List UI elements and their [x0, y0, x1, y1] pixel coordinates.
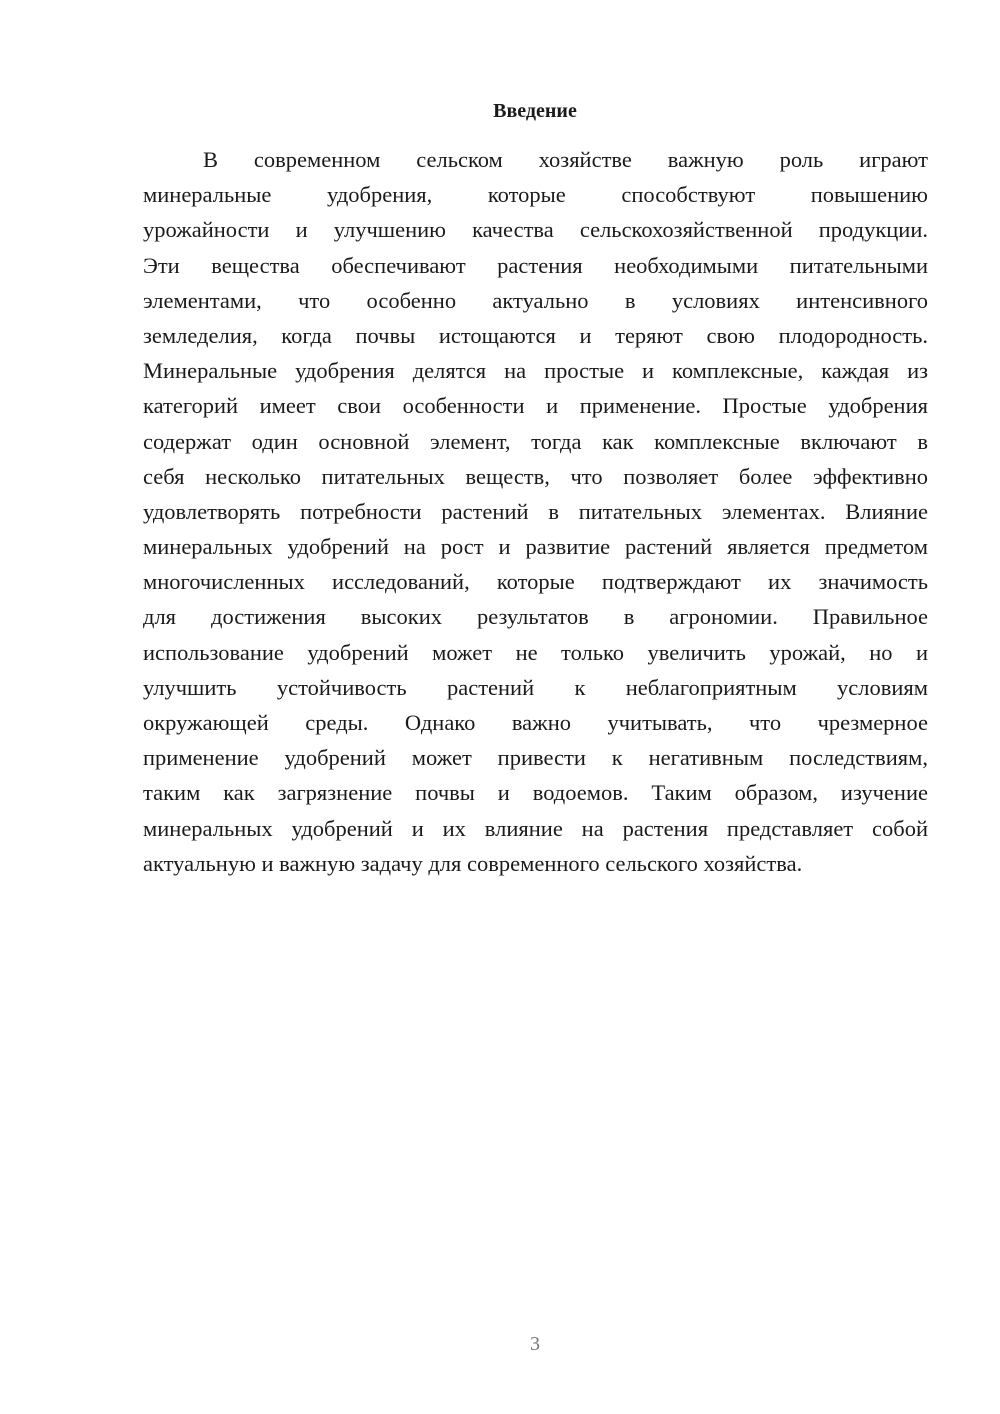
paragraph-line: элементами, что особенно актуально в условиях интенсивного [143, 287, 928, 313]
paragraph-line: для достижения высоких результатов в агрономии. Правильное [143, 604, 928, 630]
paragraph-line: В современном сельском хозяйстве важную роль играют [203, 147, 928, 172]
paragraph-line: актуальную и важную задачу для современного сельского хозяйства. [143, 850, 803, 876]
paragraph-line: себя несколько питательных веществ, что позволяет более эффективно [143, 463, 928, 489]
paragraph-line: окружающей среды. Однако важно учитывать, что чрезмерное [143, 710, 928, 735]
paragraph-line: удовлетворять потребности растений в питательных элементах. Влияние [143, 498, 928, 524]
paragraph-line: категорий имеет свои особенности и применение. Простые удобрения [143, 393, 928, 419]
paragraph-line: минеральных удобрений и их влияние на растения представляет собой [143, 815, 928, 841]
paragraph-line: Эти вещества обеспечивают растения необходимыми питательными [143, 252, 928, 278]
paragraph-line: земледелия, когда почвы истощаются и теряют свою плодородность. [143, 322, 928, 348]
paragraph-line: урожайности и улучшению качества сельскохозяйственной продукции. [143, 217, 928, 243]
paragraph-line: содержат один основной элемент, тогда как комплексные включают в [143, 428, 928, 454]
paragraph-line: таким как загрязнение почвы и водоемов. Таким образом, изучение [143, 780, 928, 806]
paragraph-line: минеральные удобрения, которые способствуют повышению [143, 182, 928, 208]
paragraph-line: многочисленных исследований, которые подтверждают их значимость [143, 569, 928, 595]
paragraph-line: использование удобрений может не только увеличить урожай, но и [143, 639, 928, 665]
intro-paragraph [143, 142, 928, 881]
paragraph-line: Минеральные удобрения делятся на простые и комплексные, каждая из [143, 358, 928, 384]
paragraph-line: минеральных удобрений на рост и развитие растений является предметом [143, 534, 928, 560]
page-number: 3 [530, 1333, 540, 1355]
paragraph-line: улучшить устойчивость растений к неблагоприятным условиям [143, 674, 928, 700]
section-title: Введение [493, 100, 577, 122]
paragraph-line: применение удобрений может привести к негативным последствиям, [143, 745, 928, 771]
